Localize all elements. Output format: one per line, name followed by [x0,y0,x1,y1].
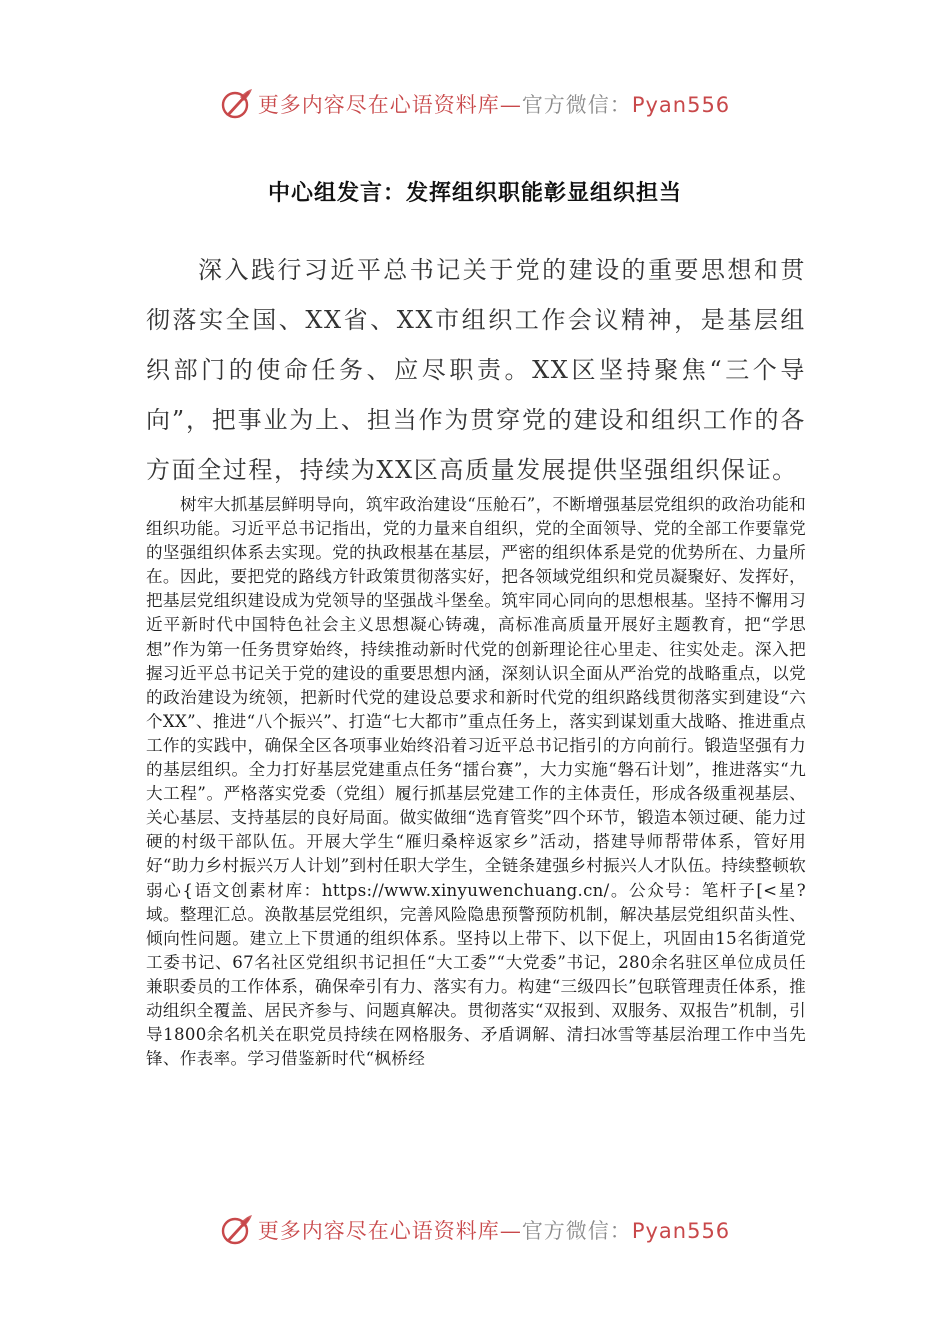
body-paragraph: 树牢大抓基层鲜明导向，筑牢政治建设“压舱石”，不断增强基层党组织的政治功能和组织功能。习近平总书记指出，党的力量来自组织，党的全面领导、党的全部工作要靠党的坚强组织体系去实现。党的执政根基在基层，严密的组织体系是党的优势所在、力量所在。因此，要把党的路线方针政策贯彻落实好，把各领域党组织和党员凝聚好、发挥好，把基层党组织建设成为党领导的坚强战斗堡垒。筑牢同心同向的思想根基。坚持不懈用习近平新时代中国特色社会主义思想凝心铸魂，高标准高质量开展好主题教育，把“学思想”作为第一任务贯穿始终，持续推动新时代党的创新理论往心里走、往实处走。深入把握习近平总书记关于党的建设的重要思想内涵，深刻认识全面从严治党的战略重点，以党的政治建设为统领，把新时代党的建设总要求和新时代党的组织路线贯彻落实到建设“六个XX”、推进“八个振兴”、打造“七大都市”重点任务上，落实到谋划重大战略、推进重点工作的实践中，确保全区各项事业始终沿着习近平总书记指引的方向前行。锻造坚强有力的基层组织。全力打好基层党建重点任务“擂台赛”，大力实施“磐石计划”，推进落实“九大工程”。严格落实党委（党组）履行抓基层党建工作的主体责任，形成各级重视基层、关心基层、支持基层的良好局面。做实做细“选育管奖”四个环节，锻造本领过硬、能力过硬的村级干部队伍。开展大学生“雁归桑梓返家乡”活动，搭建导师帮带体系，管好用好“助力乡村振兴万人计划”到村任职大学生，全链条建强乡村振兴人才队伍。持续整顿软弱心{语文创素材库：https://www.xinyuwenchuang.cn/。公众号：笔杆子[<星?域。整理汇总。涣散基层党组织，完善风险隐患预警预防机制，解决基层党组织苗头性、倾向性问题。建立上下贯通的组织体系。坚持以上带下、以下促上，巩固由15名街道党工委书记、67名社区党组织书记担任“大工委”“大党委”书记，280余名驻区单位成员任兼职委员的工作体系，确保牵引有力、落实有力。构建“三级四长”包联管理责任体系，推动组织全覆盖、居民齐参与、问题真解决。贯彻落实“双报到、双服务、双报告”机制，引导1800余名机关在职党员持续在网格服务、矛盾调解、清扫冰雪等基层治理工作中当先锋、作表率。学习借鉴新时代“枫桥经 [146,495,806,1069]
footer-banner [0,1210,950,1250]
banner-dash: — [499,93,522,117]
quill-pen-logo-icon [220,87,254,121]
banner-text [258,89,730,119]
banner-code: Pyan556 [631,1219,731,1243]
lead-paragraph: 深入践行习近平总书记关于党的建设的重要思想和贯彻落实全国、XX省、XX市组织工作会议精神，是基层组织部门的使命任务、应尽职责。XX区坚持聚焦“三个导向”，把事业为上、担当作为贯穿党的建设和组织工作的各方面全过程，持续为XX区高质量发展提供坚强组织保证。 [146,256,806,484]
quill-pen-logo-icon [220,1213,254,1247]
document-title: 中心组发言：发挥组织职能彰显组织担当 [267,181,682,206]
banner-dash: — [499,1219,522,1243]
banner-middle: 官方微信： [521,93,632,117]
banner-prefix: 更多内容尽在心语资料库 [257,1219,500,1243]
header-banner [0,84,950,124]
banner-middle: 官方微信： [521,1219,632,1243]
banner-prefix: 更多内容尽在心语资料库 [257,93,500,117]
banner-text [258,1215,730,1245]
banner-code: Pyan556 [631,93,731,117]
